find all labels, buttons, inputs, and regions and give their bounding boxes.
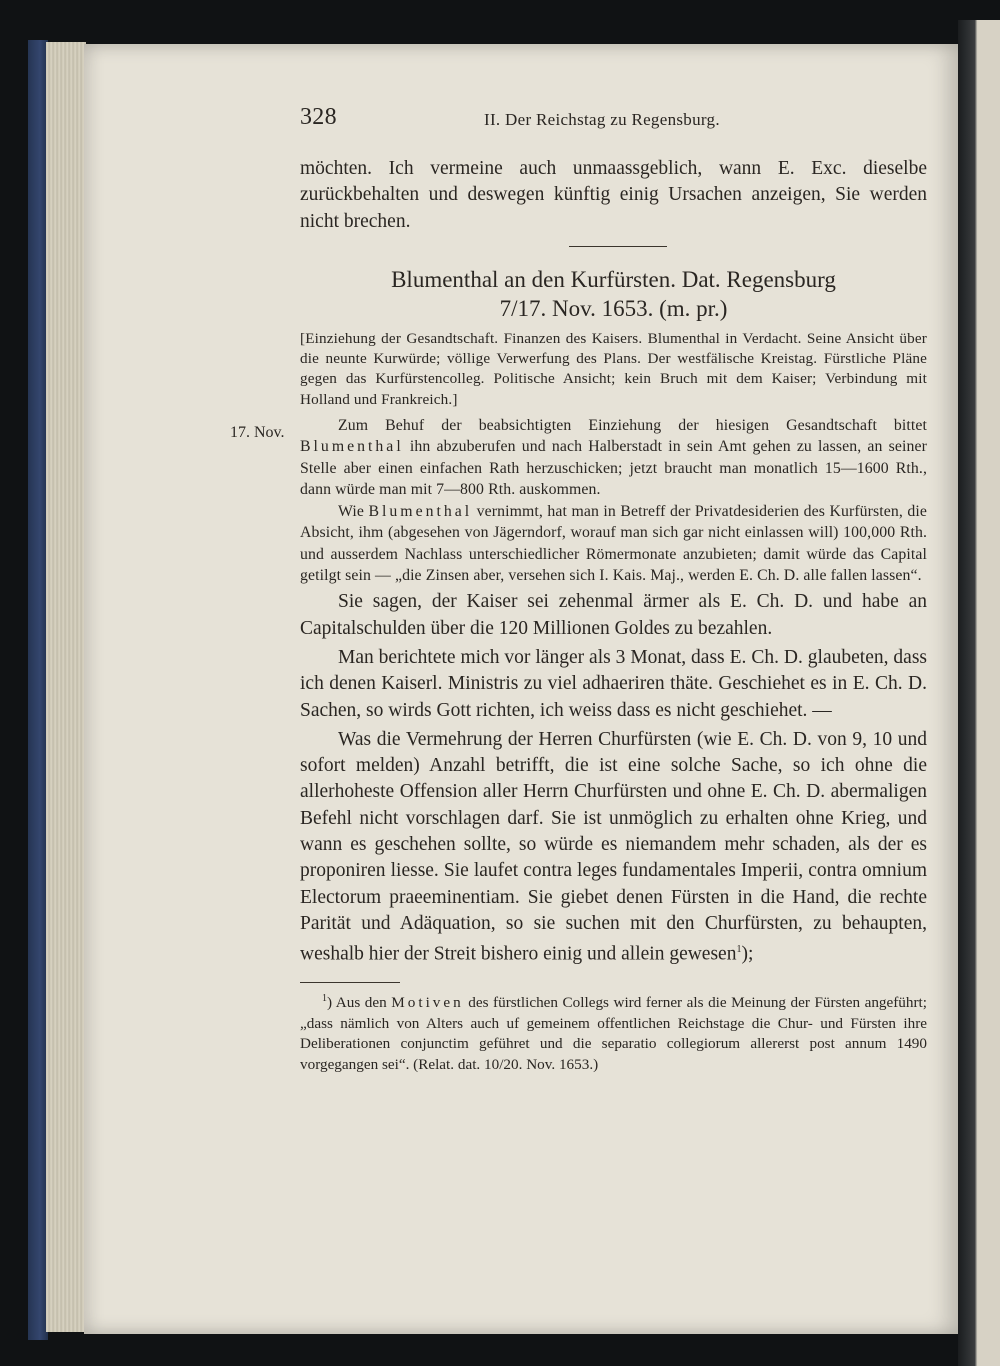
paragraph-1-start: Zum Behuf der beabsichtigten Einziehung der hiesigen Gesandtschaft bittet <box>338 417 927 435</box>
paragraph-1-name: Blumenthal <box>300 438 404 456</box>
section-rule <box>569 246 667 247</box>
paragraph-2 <box>300 501 927 587</box>
page-number: 328 <box>300 104 337 130</box>
footnote-mark: 1 <box>322 992 327 1004</box>
footnote-name: Motiven <box>391 994 464 1012</box>
letter-title-line2: 7/17. Nov. 1653. (m. pr.) <box>499 295 728 321</box>
page-body <box>300 156 927 1075</box>
paragraph-1-end: ihn abzuberufen und nach Halberstadt in sein Amt gehen zu lassen, an seiner Stelle aber einen einfachen Rath herzuschicken; jetzt braucht man monatlich 15—1600 Rth., dann würde man mit 7—800 Rth. auskommen. <box>300 438 927 499</box>
footnote-text-end: des fürstlichen Collegs wird ferner als die Meinung der Fürsten angeführt; „dass nämlich von Alters auch uf gemeinem offentlichen Reichstage die Chur- und Fürsten ihre Deliberationen conjunctim geführet und die separatio collegiorum allererst post annum 1490 vorgegangen sei“. (Relat. dat. 10/20. Nov. 1653.) <box>300 994 927 1073</box>
paragraph-2-name: Blumenthal <box>368 502 473 520</box>
letter-summary: [Einziehung der Gesandtschaft. Finanzen des Kaisers. Blumenthal in Verdacht. Seine Ansicht über die neunte Kurwürde; völlige Verwerfung des Plans. Der westfälische Kreistag. Fürstliche Pläne gegen das Kurfürstencolleg. Politische Ansicht; kein Bruch mit dem Kaiser; Verbindung mit Holland und Frankreich.] <box>300 329 927 408</box>
quote-paragraph-3-text: Was die Vermehrung der Herren Churfürsten (wie E. Ch. D. von 9, 10 und sofort melden) Anzahl betrifft, die ist eine solche Sache, so ich ohne die allerhoheste Offension aller Herrn Churfürsten und ohne E. Ch. D. abermaligen Befehl nicht vorschlagen darf. Sie ist unmöglich zu erhalten ohne Krieg, und wann es geschehen sollte, so würde es niemandem mehr schaden, als der es proponiren liesse. Sie laufet contra leges fundamentales Imperii, contra omnium Electorum praeeminentiam. Sie giebet denen Fürsten in die Hand, die rechte Parität und Adäquation, so sie suchen mit den Churfürsten, zu behaupten, weshalb hier der Streit bishero einig und allein gewesen <box>300 728 927 965</box>
quote-paragraph-2: Man berichtete mich vor länger als 3 Monat, dass E. Ch. D. glaubeten, dass ich denen Kaiserl. Ministris zu viel adhaeriren thäte. Geschiehet es in E. Ch. D. Sachen, so wirds Gott richten, ich weiss dass es nicht geschiehet. — <box>300 646 927 721</box>
quote-paragraph-3-end: ); <box>741 943 754 965</box>
page-edges <box>46 42 86 1332</box>
quote-paragraph-1: Sie sagen, der Kaiser sei zehenmal ärmer als E. Ch. D. und habe an Capitalschulden über die 120 Millionen Goldes zu bezahlen. <box>300 591 927 639</box>
book-binding-left <box>28 40 48 1340</box>
footnote-rule <box>300 982 400 983</box>
paragraph-2-end: vernimmt, hat man in Betreff der Privatdesiderien des Kurfürsten, die Absicht, ihm (abgesehen von Jägerndorf, worauf man sich gar nicht einlassen will) 100,000 Rth. und ausserdem Nachlass unterschiedlicher Römermonate anzubieten; damit würde das Capital getilgt sein — „die Zinsen aber, versehen sich I. Kais. Maj., werden E. Ch. D. alle fallen lassen“. <box>300 502 927 584</box>
footnote-text-start: ) Aus den <box>327 994 392 1012</box>
footnote-reference: 1 <box>736 944 742 956</box>
letter-title-line1: Blumenthal an den Kurfürsten. Dat. Regensburg <box>391 266 836 292</box>
quote-paragraph-3 <box>300 727 927 968</box>
paragraph-2-start: Wie <box>338 502 369 520</box>
paragraph-1 <box>300 415 927 501</box>
footnote <box>300 989 927 1075</box>
opening-paragraph: möchten. Ich vermeine auch unmaassgeblich, wann E. Exc. dieselbe zurückbehalten und deswegen künftig einig Ursachen anzeigen, Sie werden nicht brechen. <box>300 158 927 232</box>
margin-date: 17. Nov. <box>230 424 285 441</box>
book-binding-right <box>958 20 1000 1366</box>
letter-title <box>300 265 927 323</box>
running-head: II. Der Reichstag zu Regensburg. <box>484 110 720 129</box>
